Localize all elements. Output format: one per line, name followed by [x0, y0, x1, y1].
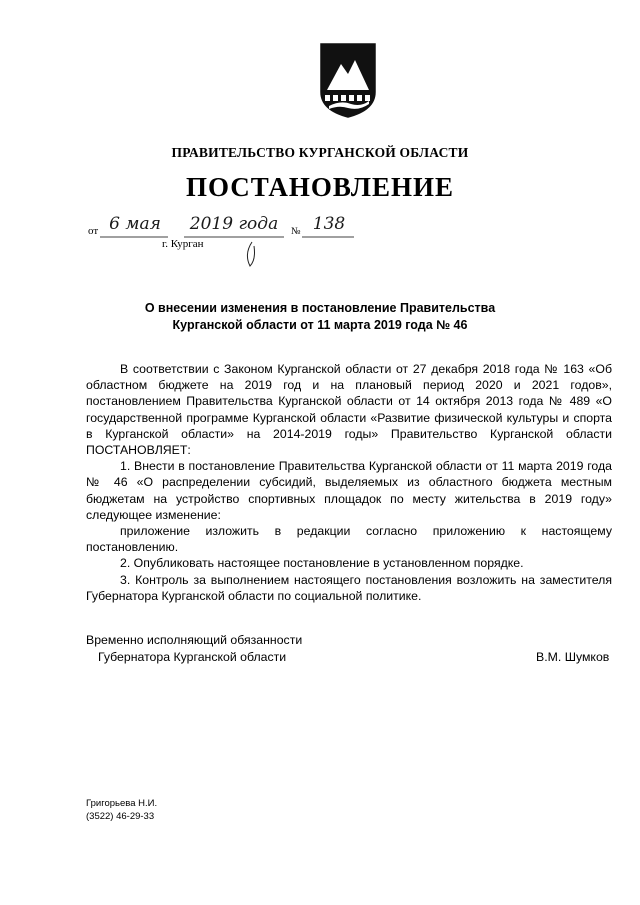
subject-line-1: О внесении изменения в постановление Правительства	[144, 301, 496, 315]
item-2-paragraph: 2. Опубликовать настоящее постановление в установленном порядке.	[120, 556, 524, 571]
date-prefix: от	[88, 225, 99, 237]
document-number-handwritten: 138	[312, 214, 346, 234]
date-year-handwritten: 2019 года	[189, 214, 279, 234]
preamble-paragraph: В соответствии с Законом Курганской области от 27 декабря 2018 года № 163 «Об областном бюджете на 2019 год и на плановый период 2020 и 2021 годов», постановлением Правительства Курганской области от 14 октября 2013 года № 489 «О государственной программе Курганской области «Развитие физической культуры и спорта в Курганской области» на 2014-2019 годы» Правительство Курганской области ПОСТАНОВЛЯЕТ:	[86, 362, 612, 458]
executor-info	[86, 797, 157, 823]
signatory-role-line-2: Губернатора Курганской области	[98, 650, 287, 664]
signatory-name: В.М. Шумков	[536, 650, 610, 664]
item-3-paragraph: 3. Контроль за выполнением настоящего постановления возложить на заместителя Губернатора Курганской области по социальной политике.	[86, 572, 612, 603]
government-name: ПРАВИТЕЛЬСТВО КУРГАНСКОЙ ОБЛАСТИ	[171, 145, 469, 160]
city-label: г. Курган	[162, 238, 204, 250]
executor-name: Григорьева Н.И.	[86, 798, 158, 809]
signatory-role-line-1: Временно исполняющий обязанности	[86, 633, 303, 647]
number-sign: №	[291, 226, 301, 237]
executor-phone: (3522) 46-29-33	[86, 811, 155, 822]
item-1-sub-paragraph: приложение изложить в редакции согласно приложению к настоящему постановлению.	[86, 524, 612, 555]
subject-line-2: Курганской области от 11 марта 2019 года № 46	[172, 318, 468, 332]
date-day-handwritten: 6 мая	[109, 214, 161, 234]
document-subject	[0, 300, 640, 334]
kurgan-coat-of-arms-icon	[317, 40, 379, 120]
item-1-paragraph: 1. Внести в постановление Правительства Курганской области от 11 марта 2019 года № 46 «О распределении субсидий, выделяемых из областного бюджета местным бюджетам на устройство спортивных площадок по месту жительства в 2019 году» следующее изменение:	[86, 459, 612, 522]
document-body	[86, 361, 612, 604]
document-type-title: ПОСТАНОВЛЕНИЕ	[185, 172, 455, 202]
